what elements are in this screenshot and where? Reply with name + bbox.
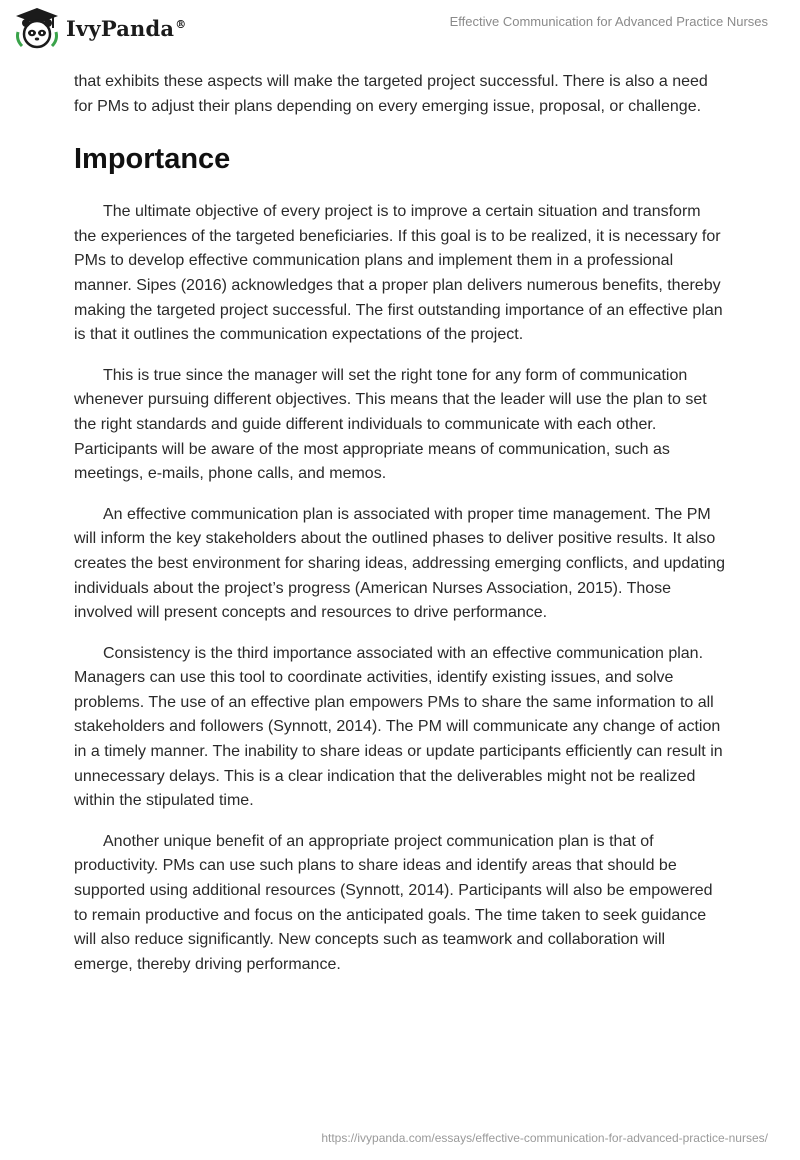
intro-paragraph: that exhibits these aspects will make the targeted project successful. There is also a need for PMs to adjust their plans depending on every emerging issue, proposal, or challenge.: [74, 73, 708, 115]
brand-name: IvyPanda®: [66, 15, 187, 41]
body-paragraph: The ultimate objective of every project is to improve a certain situation and transform the experiences of the targeted beneficiaries. If this goal is to be realized, it is necessary for PMs to develop effective communication plans and implement them in a professional manner. Sipes (2016) acknowledges that a proper plan delivers numerous benefits, thereby making the targeted project successful. The first outstanding importance of an effective plan is that it outlines the communication expectations of the project.: [74, 203, 723, 344]
panda-graduate-icon: [14, 6, 60, 50]
body-paragraph: This is true since the manager will set the right tone for any form of communication whenever pursuing different objectives. This means that the leader will use the plan to set the right standards and guide different individuals to communicate with each other. Participants will be aware of the most appropriate means of communication, such as meetings, e-mails, phone calls, and memos.: [74, 366, 707, 483]
body-paragraph: Consistency is the third importance associated with an effective communication plan. Managers can use this tool to coordinate activities, identify existing issues, and solve problems. The use of an effective plan empowers PMs to share the same information to all stakeholders and followers (Synnott, 2014). The PM will communicate any change of action in a timely manner. The inability to share ideas or update participants efficiently can result in unnecessary delays. This is a clear indication that the deliverables might not be realized within the stipulated time.: [74, 644, 723, 810]
registered-mark: ®: [175, 17, 187, 31]
document-title: Effective Communication for Advanced Practice Nurses: [449, 14, 768, 29]
source-url-link[interactable]: https://ivypanda.com/essays/effective-communication-for-advanced-practice-nurses/: [321, 1131, 768, 1145]
section-heading: Importance: [74, 143, 231, 176]
page-header: [0, 0, 800, 62]
ivypanda-logo[interactable]: [14, 6, 186, 50]
essay-body: [74, 70, 726, 993]
body-paragraph: An effective communication plan is associated with proper time management. The PM will inform the key stakeholders about the outlined phases to deliver positive results. It also creates the best environment for sharing ideas, addressing emerging conflicts, and updating individuals about the project’s progress (American Nurses Association, 2015). Those involved will present concepts and resources to drive performance.: [74, 505, 726, 622]
body-paragraph: Another unique benefit of an appropriate project communication plan is that of productivity. PMs can use such plans to share ideas and identify areas that should be supported using additional resources (Synnott, 2014). Participants will also be empowered to remain productive and focus on the anticipated goals. The time taken to seek guidance will also reduce significantly. New concepts such as teamwork and collaboration will emerge, thereby driving performance.: [74, 832, 713, 973]
